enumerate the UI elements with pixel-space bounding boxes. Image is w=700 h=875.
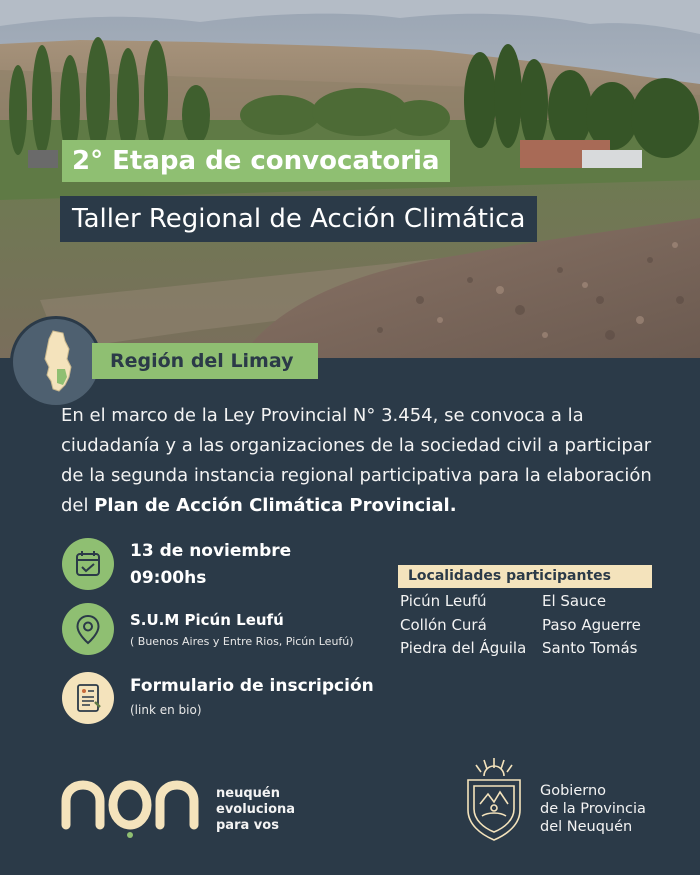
title-stage: 2° Etapa de convocatoria xyxy=(62,140,450,182)
intro-highlight: Plan de Acción Climática Provincial. xyxy=(94,495,457,516)
form-document-icon xyxy=(62,672,114,724)
intro-text: En el marco de la Ley Provincial N° 3.454, se convoca a la ciudadanía y a las organizaciones de la sociedad civil a participar de la segunda instancia regional participativa para la elaboración del xyxy=(61,405,652,516)
form-link-title[interactable]: Formulario de inscripción xyxy=(130,676,374,696)
region-label: Región del Limay xyxy=(92,343,318,379)
event-time: 09:00hs xyxy=(130,568,207,588)
tagline-line: evoluciona xyxy=(216,802,296,817)
form-badge xyxy=(62,672,114,724)
event-date: 13 de noviembre xyxy=(130,541,292,561)
non-brand-logo xyxy=(60,777,200,839)
gov-line: de la Provincia xyxy=(540,801,646,817)
calendar-badge xyxy=(62,538,114,590)
tagline-line: neuquén xyxy=(216,786,280,801)
localities-list xyxy=(400,590,670,661)
locality-item: El Sauce xyxy=(542,592,607,610)
location-badge xyxy=(62,603,114,655)
locality-item: Picún Leufú xyxy=(400,592,487,610)
government-name xyxy=(540,782,646,836)
location-pin-icon xyxy=(62,603,114,655)
gov-line: del Neuquén xyxy=(540,819,633,835)
intro-paragraph xyxy=(61,401,671,521)
locality-item: Santo Tomás xyxy=(542,639,638,657)
title-workshop: Taller Regional de Acción Climática xyxy=(60,196,537,242)
form-link-note: (link en bio) xyxy=(130,703,202,717)
locality-item: Collón Curá xyxy=(400,615,487,634)
provincial-shield-icon xyxy=(456,756,532,842)
locality-item: Paso Aguerre xyxy=(542,615,641,634)
venue-address: ( Buenos Aires y Entre Rios, Picún Leufú) xyxy=(130,635,354,648)
localities-title: Localidades participantes xyxy=(398,565,652,588)
event-datetime xyxy=(130,538,291,592)
tagline-line: para vos xyxy=(216,818,279,833)
region-map-badge xyxy=(10,316,102,408)
locality-item: Piedra del Águila xyxy=(400,639,527,657)
calendar-icon xyxy=(62,538,114,590)
province-map-icon xyxy=(13,319,99,405)
gov-line: Gobierno xyxy=(540,783,607,799)
brand-tagline xyxy=(216,786,295,834)
venue-name: S.U.M Picún Leufú xyxy=(130,611,284,629)
